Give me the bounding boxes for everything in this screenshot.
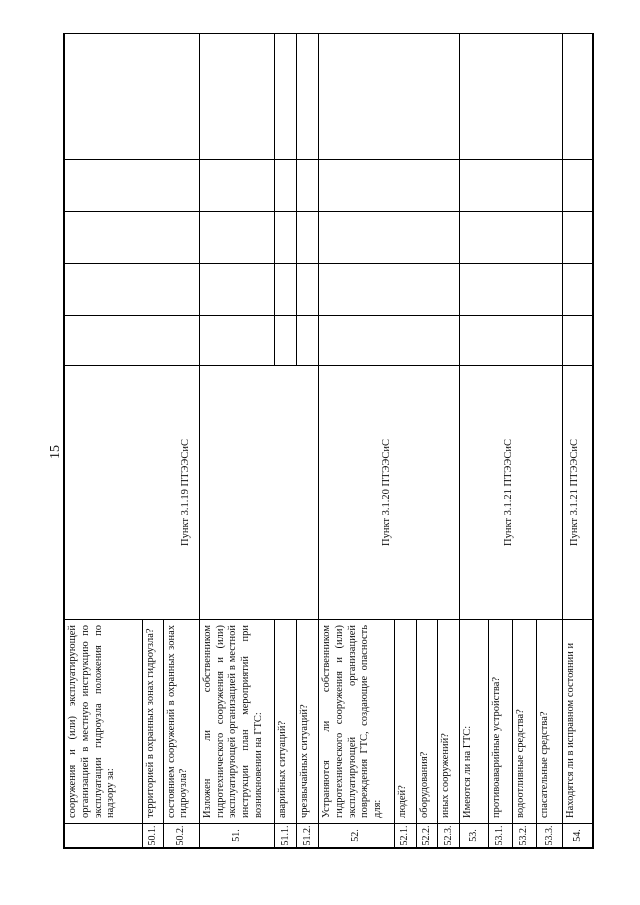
answer-cell (65, 212, 200, 264)
answer-cell (275, 34, 297, 160)
row-number: 51.1. (275, 824, 297, 848)
answer-cell (65, 264, 200, 316)
row-number: 52.3. (438, 824, 460, 848)
answer-cell (297, 160, 319, 212)
answer-cell (65, 316, 200, 366)
answer-cell (199, 34, 275, 160)
answer-cell (460, 316, 563, 366)
answer-cell (65, 34, 200, 160)
row-number: 53.2. (512, 824, 536, 848)
answer-cell (319, 34, 460, 160)
answer-cell (319, 160, 460, 212)
table-row (65, 34, 143, 848)
row-number: 50.1. (142, 824, 163, 848)
answer-cell (199, 160, 275, 212)
answer-cell (297, 34, 319, 160)
row-number: 53. (460, 824, 488, 848)
answer-cell (460, 160, 563, 212)
row-question: спасательные средства? (537, 620, 563, 824)
row-number: 54. (563, 824, 593, 848)
row-number (65, 824, 143, 848)
answer-cell (275, 212, 297, 264)
row-question: Изложен ли собственником гидротехнического сооружения и (или) эксплуатирующей организацией в местной инструкции план мероприятий при возникновении на ГТС: (199, 620, 275, 824)
row-number: 53.1. (488, 824, 512, 848)
row-question: оборудования? (416, 620, 438, 824)
row-number: 53.3. (537, 824, 563, 848)
row-question: территорией в охранных зонах гидроузла? (142, 620, 163, 824)
answer-cell (297, 264, 319, 316)
answer-cell (65, 160, 200, 212)
table-row (563, 34, 593, 848)
answer-cell (563, 160, 593, 212)
answer-cell (460, 264, 563, 316)
row-question: аварийных ситуаций? (275, 620, 297, 824)
answer-cell (297, 316, 319, 366)
answer-cell (563, 212, 593, 264)
answer-cell (199, 316, 275, 366)
row-question: водоотливные средства? (512, 620, 536, 824)
row-reference: Пункт 3.1.19 ПТЭЭСиС (65, 366, 200, 620)
answer-cell (275, 264, 297, 316)
answer-cell (199, 264, 275, 316)
answer-cell (319, 264, 460, 316)
row-reference (199, 366, 318, 620)
row-number: 52.2. (416, 824, 438, 848)
page-number: 15 (48, 445, 63, 459)
row-reference: Пункт 3.1.21 ПТЭЭСиС (563, 366, 593, 620)
row-question: состоянием сооружений в охранных зонах гидроузла? (163, 620, 199, 824)
row-question: сооружения и (или) эксплуатирующей организацией в местную инструкцию по эксплуатации гидроузла положения по надзору за: (65, 620, 143, 824)
row-question: чрезвычайных ситуаций? (297, 620, 319, 824)
answer-cell (460, 34, 563, 160)
row-question: Находятся ли в исправном состоянии и (563, 620, 593, 824)
row-reference: Пункт 3.1.21 ПТЭЭСиС (460, 366, 563, 620)
row-number: 51.2. (297, 824, 319, 848)
row-reference: Пункт 3.1.20 ПТЭЭСиС (319, 366, 460, 620)
answer-cell (319, 212, 460, 264)
row-number: 50.2. (163, 824, 199, 848)
row-number: 51. (199, 824, 275, 848)
answer-cell (319, 316, 460, 366)
checklist-table (63, 33, 594, 849)
answer-cell (297, 212, 319, 264)
row-question: противоаварийные устройства? (488, 620, 512, 824)
row-number: 52. (319, 824, 395, 848)
table-row (319, 34, 395, 848)
answer-cell (199, 212, 275, 264)
row-question: Устраняются ли собственником гидротехнического сооружения и (или) эксплуатирующей организацией повреждения ГТС, создающие опасность для: (319, 620, 395, 824)
table-row (199, 34, 275, 848)
answer-cell (275, 160, 297, 212)
answer-cell (563, 264, 593, 316)
answer-cell (563, 34, 593, 160)
row-question: иных сооружений? (438, 620, 460, 824)
row-question: людей? (394, 620, 416, 824)
answer-cell (563, 316, 593, 366)
answer-cell (275, 316, 297, 366)
answer-cell (460, 212, 563, 264)
row-question: Имеются ли на ГТС: (460, 620, 488, 824)
table-row (460, 34, 488, 848)
row-number: 52.1. (394, 824, 416, 848)
